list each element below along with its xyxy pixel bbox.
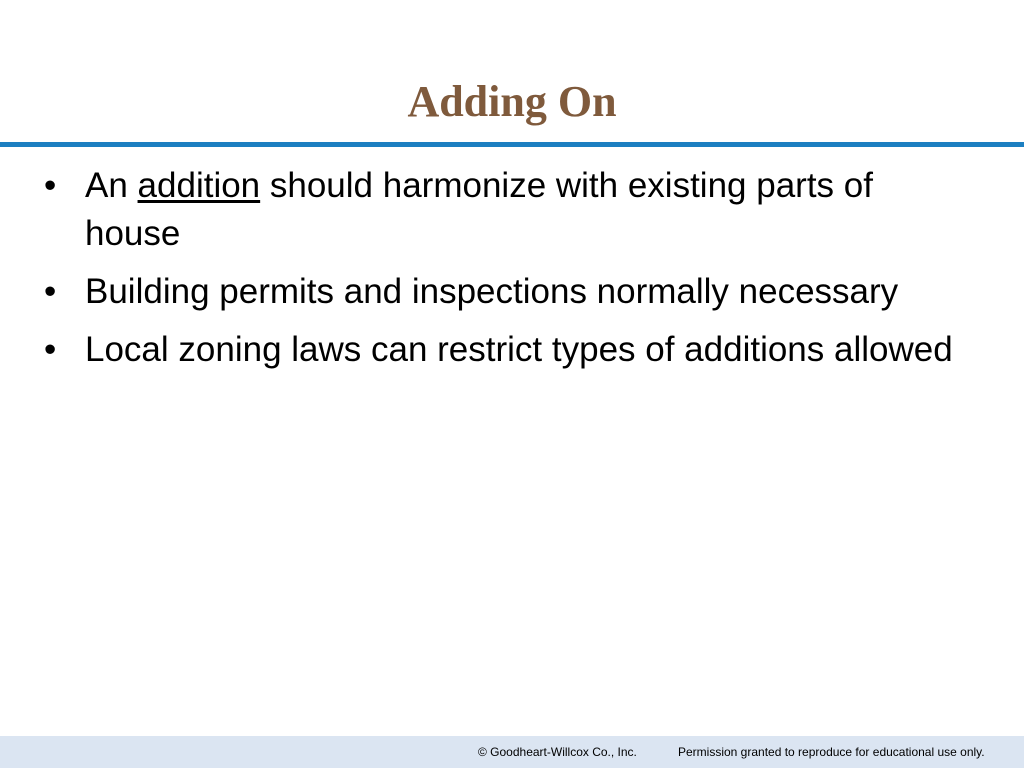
title-divider xyxy=(0,142,1024,147)
bullet-text xyxy=(85,166,873,253)
bullet-item xyxy=(44,326,964,374)
bullet-prefix: An xyxy=(85,166,138,205)
bullet-list xyxy=(44,162,964,384)
bullet-text: Local zoning laws can restrict types of additions allowed xyxy=(85,330,953,369)
footer-bar xyxy=(0,736,1024,768)
slide-title: Adding On xyxy=(407,77,617,126)
bullet-text: Building permits and inspections normally necessary xyxy=(85,272,899,311)
key-term: addition xyxy=(137,166,261,205)
bullet-marker: • xyxy=(44,330,57,369)
bullet-marker: • xyxy=(44,272,57,311)
bullet-rest: should harmonize with existing parts of house xyxy=(85,166,873,253)
bullet-item xyxy=(44,268,964,316)
copyright-notice: © Goodheart-Willcox Co., Inc. xyxy=(478,745,637,759)
bullet-marker: • xyxy=(44,166,57,205)
bullet-item xyxy=(44,162,964,258)
permission-notice: Permission granted to reproduce for educational use only. xyxy=(678,745,985,759)
